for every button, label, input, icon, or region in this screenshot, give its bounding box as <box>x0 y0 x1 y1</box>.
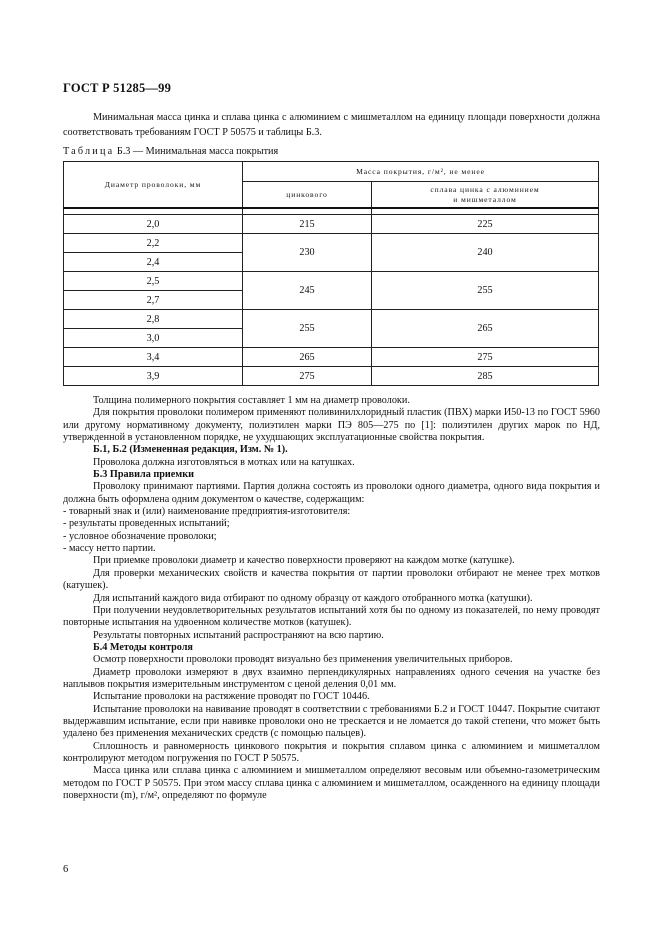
cell-diameter: 3,0 <box>64 329 243 348</box>
paragraph: Испытание проволоки на навивание проводят в соответствии с требованиями Б.2 и ГОСТ 10447. Покрытие считают выдержавшим испытание, если при навивке проволоки оно не трескается и не ломается до такой степени, что может быть удалено без применения механических средств (с помощью пальцев). <box>63 703 600 740</box>
list-item: - массу нетто партии. <box>63 543 156 555</box>
table-row <box>64 272 599 291</box>
cell-diameter: 2,0 <box>64 215 243 234</box>
cell-diameter: 2,4 <box>64 253 243 272</box>
document-code: ГОСТ Р 51285—99 <box>63 81 172 95</box>
cell-diameter: 3,4 <box>64 348 243 367</box>
cell-diameter: 2,7 <box>64 291 243 310</box>
cell-diameter: 3,9 <box>64 367 243 386</box>
header-diameter: Диаметр проволоки, мм <box>64 162 243 209</box>
paragraph: Толщина полимерного покрытия составляет 1 мм на диаметр проволоки. <box>93 395 410 406</box>
header-mass: Масса покрытия, г/м², не менее <box>243 162 599 182</box>
cell-zinc: 275 <box>243 367 372 386</box>
table-row <box>64 367 599 386</box>
cell-diameter: 2,8 <box>64 310 243 329</box>
header-alloy-line2: и мишметаллом <box>453 194 517 204</box>
cell-zinc: 215 <box>243 215 372 234</box>
paragraph: Масса цинка или сплава цинка с алюминием и мишметаллом определяют весовым или объемно-газометрическим методом по ГОСТ Р 50575. При этом массу сплава цинка с алюминием и мишметаллом, осажденного на единицу площади поверхности (m), г/м², определяют по формуле <box>63 765 600 801</box>
table-header-row <box>64 162 599 182</box>
paragraph: Сплошность и равномерность цинкового покрытия и покрытия сплавом цинка с алюминием и мишметаллом контролируют методом погружения по ГОСТ Р 50575. <box>63 740 600 764</box>
paragraph: Для проверки механических свойств и качества покрытия от партии проволоки отбирают не менее трех мотков (катушек). <box>63 567 600 592</box>
paragraph: Результаты повторных испытаний распространяют на всю партию. <box>93 629 384 641</box>
cell-alloy: 265 <box>372 310 599 348</box>
list-item: - результаты проведенных испытаний; <box>63 518 230 530</box>
paragraph: Для испытаний каждого вида отбирают по одному образцу от каждого отобранного мотка (катушки). <box>93 592 533 604</box>
paragraph: При приемке проволоки диаметр и качество поверхности проверяют на каждом мотке (катушке). <box>93 555 515 567</box>
coating-mass-table <box>63 161 599 386</box>
intro-paragraph: Минимальная масса цинка и сплава цинка с алюминием с мишметаллом на единицу площади поверхности должна соответствовать требованиям ГОСТ Р 50575 и таблицы Б.3. <box>63 112 600 138</box>
paragraph: Для покрытия проволоки полимером применяют поливинилхлоридный пластик (ПВХ) марки И50-13 по ГОСТ 5960 или другому нормативному документу, полиэтилен марки ПЭ 805—275 по [1]: полиэтилен других марок по НД, утвержденной в установленном порядке, не ухудшающих эксплуатационные свойства покрытия. <box>63 407 600 444</box>
list-item: - товарный знак и (или) наименование предприятия-изготовителя: <box>63 506 351 518</box>
cell-zinc: 230 <box>243 234 372 272</box>
section-heading: Б.3 Правила приемки <box>93 469 194 481</box>
amendment-note: Б.1, Б.2 (Измененная редакция, Изм. № 1). <box>93 444 288 456</box>
cell-alloy: 275 <box>372 348 599 367</box>
paragraph: При получении неудовлетворительных результатов испытаний хотя бы по одному из показателей, по нему проводят повторные испытания на удвоенном количестве мотков (катушек). <box>63 604 600 629</box>
table-caption <box>63 146 278 157</box>
table-row <box>64 234 599 253</box>
cell-diameter: 2,2 <box>64 234 243 253</box>
header-alloy-line1: сплава цинка с алюминием <box>430 184 540 194</box>
cell-zinc: 245 <box>243 272 372 310</box>
paragraph: Проволоку принимают партиями. Партия должна состоять из проволоки одного диаметра, одного вида покрытия и должна быть оформлена одним документом о качестве, содержащим: <box>63 481 600 505</box>
table-row <box>64 310 599 329</box>
cell-zinc: 265 <box>243 348 372 367</box>
cell-alloy: 285 <box>372 367 599 386</box>
list-item: - условное обозначение проволоки; <box>63 530 217 542</box>
section-heading: Б.4 Методы контроля <box>93 641 193 653</box>
table-row <box>64 348 599 367</box>
paragraph: Диаметр проволоки измеряют в двух взаимно перпендикулярных направлениях одного сечения на участке без наплывов покрытия измерительным инструментом с ценой деления 0,01 мм. <box>63 666 600 690</box>
paragraph: Испытание проволоки на растяжение проводят по ГОСТ 10446. <box>93 691 370 703</box>
page-number: 6 <box>63 864 69 875</box>
table-row <box>64 215 599 234</box>
header-alloy <box>372 182 599 209</box>
body-text <box>63 395 600 802</box>
table-caption-word: Таблица <box>63 146 115 157</box>
cell-alloy: 225 <box>372 215 599 234</box>
table-caption-title: Б.3 — Минимальная масса покрытия <box>114 146 279 157</box>
header-zinc: цинкового <box>243 182 372 209</box>
cell-diameter: 2,5 <box>64 272 243 291</box>
paragraph: Осмотр поверхности проволоки проводят визуально без применения увеличительных приборов. <box>93 654 513 666</box>
cell-zinc: 255 <box>243 310 372 348</box>
cell-alloy: 240 <box>372 234 599 272</box>
cell-alloy: 255 <box>372 272 599 310</box>
paragraph: Проволока должна изготовляться в мотках или на катушках. <box>93 456 355 468</box>
